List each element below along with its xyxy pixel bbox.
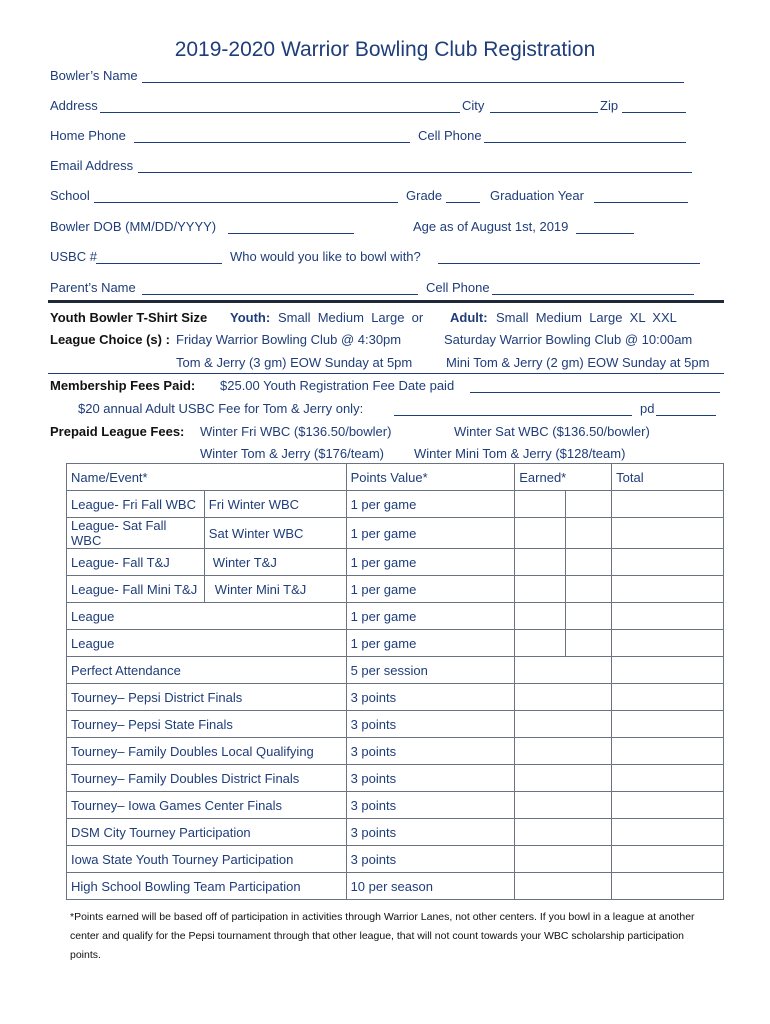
pd-label: pd: [640, 401, 655, 416]
earned-cell-2[interactable]: [566, 518, 612, 549]
tshirt-youth-label: Youth:: [230, 310, 271, 325]
section-divider: [48, 300, 724, 303]
earned-cell-2[interactable]: [566, 603, 612, 630]
total-cell[interactable]: [612, 819, 724, 846]
table-row: [67, 576, 724, 603]
zip-field[interactable]: [622, 112, 686, 113]
total-cell[interactable]: [612, 765, 724, 792]
event-name: Tourney– Pepsi District Finals: [67, 684, 347, 711]
age-field[interactable]: [576, 233, 634, 234]
earned-cell-2[interactable]: [566, 630, 612, 657]
event-winter: Winter Mini T&J: [204, 576, 346, 603]
bowler-name-field[interactable]: [142, 82, 684, 83]
points-value: 10 per season: [346, 873, 515, 900]
city-label: City: [462, 98, 485, 113]
event-name: High School Bowling Team Participation: [67, 873, 347, 900]
points-value: 1 per game: [346, 518, 515, 549]
pd-field[interactable]: [656, 415, 716, 416]
bowler-name-label: Bowler’s Name: [50, 68, 138, 83]
table-row: [67, 819, 724, 846]
bowl-with-label: Who would you like to bowl with?: [230, 249, 421, 264]
earned-cell-1[interactable]: [515, 491, 566, 518]
event-name: League: [67, 603, 347, 630]
total-cell[interactable]: [612, 549, 724, 576]
school-field[interactable]: [94, 202, 398, 203]
date-paid-field[interactable]: [470, 392, 720, 393]
city-field[interactable]: [490, 112, 598, 113]
cell-phone-field[interactable]: [484, 142, 686, 143]
total-cell[interactable]: [612, 576, 724, 603]
table-row: [67, 846, 724, 873]
parent-name-label: Parent’s Name: [50, 280, 136, 295]
total-cell[interactable]: [612, 491, 724, 518]
table-row: [67, 792, 724, 819]
points-table: [66, 463, 724, 900]
table-row: [67, 630, 724, 657]
earned-cell[interactable]: [515, 846, 612, 873]
earned-cell-2[interactable]: [566, 576, 612, 603]
graduation-year-field[interactable]: [594, 202, 688, 203]
event-name: Tourney– Family Doubles Local Qualifying: [67, 738, 347, 765]
earned-cell[interactable]: [515, 792, 612, 819]
event-name: DSM City Tourney Participation: [67, 819, 347, 846]
total-cell[interactable]: [612, 603, 724, 630]
league-choice-label: League Choice (s) :: [50, 332, 170, 347]
tshirt-adult-label: Adult:: [450, 310, 488, 325]
earned-cell-1[interactable]: [515, 603, 566, 630]
event-fall: League- Fri Fall WBC: [67, 491, 205, 518]
table-row: [67, 518, 724, 549]
home-phone-field[interactable]: [134, 142, 410, 143]
earned-cell-2[interactable]: [566, 549, 612, 576]
earned-cell[interactable]: [515, 684, 612, 711]
league-option-friday[interactable]: Friday Warrior Bowling Club @ 4:30pm: [176, 332, 402, 347]
points-value: 3 points: [346, 846, 515, 873]
event-name: Tourney– Family Doubles District Finals: [67, 765, 347, 792]
zip-label: Zip: [600, 98, 619, 113]
header-name-event: Name/Event*: [67, 464, 347, 491]
header-total: Total: [612, 464, 724, 491]
total-cell[interactable]: [612, 657, 724, 684]
table-header-row: [67, 464, 724, 491]
event-fall: League- Sat Fall WBC: [67, 518, 205, 549]
points-value: 3 points: [346, 711, 515, 738]
adult-fee-label: $20 annual Adult USBC Fee for Tom & Jerry only:: [78, 401, 364, 416]
total-cell[interactable]: [612, 518, 724, 549]
total-cell[interactable]: [612, 711, 724, 738]
total-cell[interactable]: [612, 873, 724, 900]
earned-cell[interactable]: [515, 873, 612, 900]
points-value: 3 points: [346, 684, 515, 711]
event-name: Perfect Attendance: [67, 657, 347, 684]
address-label: Address: [50, 98, 98, 113]
cell-phone-label: Cell Phone: [418, 128, 482, 143]
page-title: 2019-2020 Warrior Bowling Club Registration: [174, 38, 596, 61]
table-row: [67, 684, 724, 711]
league-option-mini-tom-jerry[interactable]: Mini Tom & Jerry (2 gm) EOW Sunday at 5pm: [446, 355, 710, 370]
earned-cell-1[interactable]: [515, 549, 566, 576]
prepaid-tom-jerry[interactable]: Winter Tom & Jerry ($176/team): [200, 446, 384, 461]
points-value: 3 points: [346, 819, 515, 846]
age-label: Age as of August 1st, 2019: [413, 219, 569, 234]
points-value: 3 points: [346, 765, 515, 792]
points-value: 5 per session: [346, 657, 515, 684]
event-name: Tourney– Iowa Games Center Finals: [67, 792, 347, 819]
table-row: [67, 491, 724, 518]
league-option-tom-jerry[interactable]: Tom & Jerry (3 gm) EOW Sunday at 5pm: [176, 355, 413, 370]
header-earned: Earned*: [515, 464, 612, 491]
adult-fee-field[interactable]: [394, 415, 632, 416]
points-value: 1 per game: [346, 549, 515, 576]
prepaid-sat-wbc[interactable]: Winter Sat WBC ($136.50/bowler): [454, 424, 650, 439]
table-row: [67, 549, 724, 576]
prepaid-fri-wbc[interactable]: Winter Fri WBC ($136.50/bowler): [200, 424, 392, 439]
header-points-value: Points Value*: [346, 464, 515, 491]
prepaid-fees-label: Prepaid League Fees:: [50, 424, 185, 439]
youth-fee-label: $25.00 Youth Registration Fee Date paid: [220, 378, 455, 393]
event-fall: League- Fall Mini T&J: [67, 576, 205, 603]
total-cell[interactable]: [612, 846, 724, 873]
earned-cell-2[interactable]: [566, 491, 612, 518]
event-fall: League- Fall T&J: [67, 549, 205, 576]
total-cell[interactable]: [612, 792, 724, 819]
event-name: League: [67, 630, 347, 657]
event-winter: Sat Winter WBC: [204, 518, 346, 549]
parent-name-field[interactable]: [142, 294, 418, 295]
table-row: [67, 711, 724, 738]
bowl-with-field[interactable]: [438, 263, 700, 264]
total-cell[interactable]: [612, 630, 724, 657]
event-name: Iowa State Youth Tourney Participation: [67, 846, 347, 873]
tshirt-adult-sizes[interactable]: Small Medium Large XL XXL: [496, 310, 677, 325]
grade-field[interactable]: [446, 202, 480, 203]
graduation-year-label: Graduation Year: [490, 188, 584, 203]
event-name: Tourney– Pepsi State Finals: [67, 711, 347, 738]
points-value: 3 points: [346, 792, 515, 819]
total-cell[interactable]: [612, 738, 724, 765]
prepaid-mini-tom-jerry[interactable]: Winter Mini Tom & Jerry ($128/team): [414, 446, 626, 461]
grade-label: Grade: [406, 188, 443, 203]
points-value: 1 per game: [346, 630, 515, 657]
tshirt-label: Youth Bowler T-Shirt Size: [50, 310, 208, 325]
points-value: 1 per game: [346, 491, 515, 518]
usbc-label: USBC #: [50, 249, 97, 264]
points-value: 3 points: [346, 738, 515, 765]
earned-cell-1[interactable]: [515, 630, 566, 657]
earned-cell[interactable]: [515, 738, 612, 765]
table-row: [67, 738, 724, 765]
email-field[interactable]: [138, 172, 692, 173]
table-row: [67, 603, 724, 630]
parent-cell-label: Cell Phone: [426, 280, 490, 295]
earned-cell-1[interactable]: [515, 518, 566, 549]
footnote: *Points earned will be based off of participation in activities through Warrior Lanes, not other centers. If you bowl in a league at another center and qualify for the Pepsi tournament through that other league, that will not count towards your WBC scholarship participation points.: [70, 911, 695, 961]
usbc-field[interactable]: [96, 263, 222, 264]
address-field[interactable]: [100, 112, 460, 113]
earned-cell[interactable]: [515, 819, 612, 846]
school-label: School: [50, 188, 90, 203]
earned-cell[interactable]: [515, 765, 612, 792]
dob-field[interactable]: [228, 233, 354, 234]
event-winter: Fri Winter WBC: [204, 491, 346, 518]
home-phone-label: Home Phone: [50, 128, 126, 143]
tshirt-youth-sizes[interactable]: Small Medium Large or: [278, 310, 424, 325]
table-row: [67, 873, 724, 900]
league-option-saturday[interactable]: Saturday Warrior Bowling Club @ 10:00am: [444, 332, 693, 347]
earned-cell[interactable]: [515, 711, 612, 738]
parent-cell-field[interactable]: [492, 294, 694, 295]
dob-label: Bowler DOB (MM/DD/YYYY): [50, 219, 217, 234]
fees-divider: [48, 373, 724, 374]
event-winter: Winter T&J: [204, 549, 346, 576]
table-row: [67, 765, 724, 792]
points-value: 1 per game: [346, 603, 515, 630]
membership-fees-label: Membership Fees Paid:: [50, 378, 196, 393]
earned-cell-1[interactable]: [515, 576, 566, 603]
email-label: Email Address: [50, 158, 134, 173]
table-row: [67, 657, 724, 684]
points-value: 1 per game: [346, 576, 515, 603]
earned-cell[interactable]: [515, 657, 612, 684]
total-cell[interactable]: [612, 684, 724, 711]
